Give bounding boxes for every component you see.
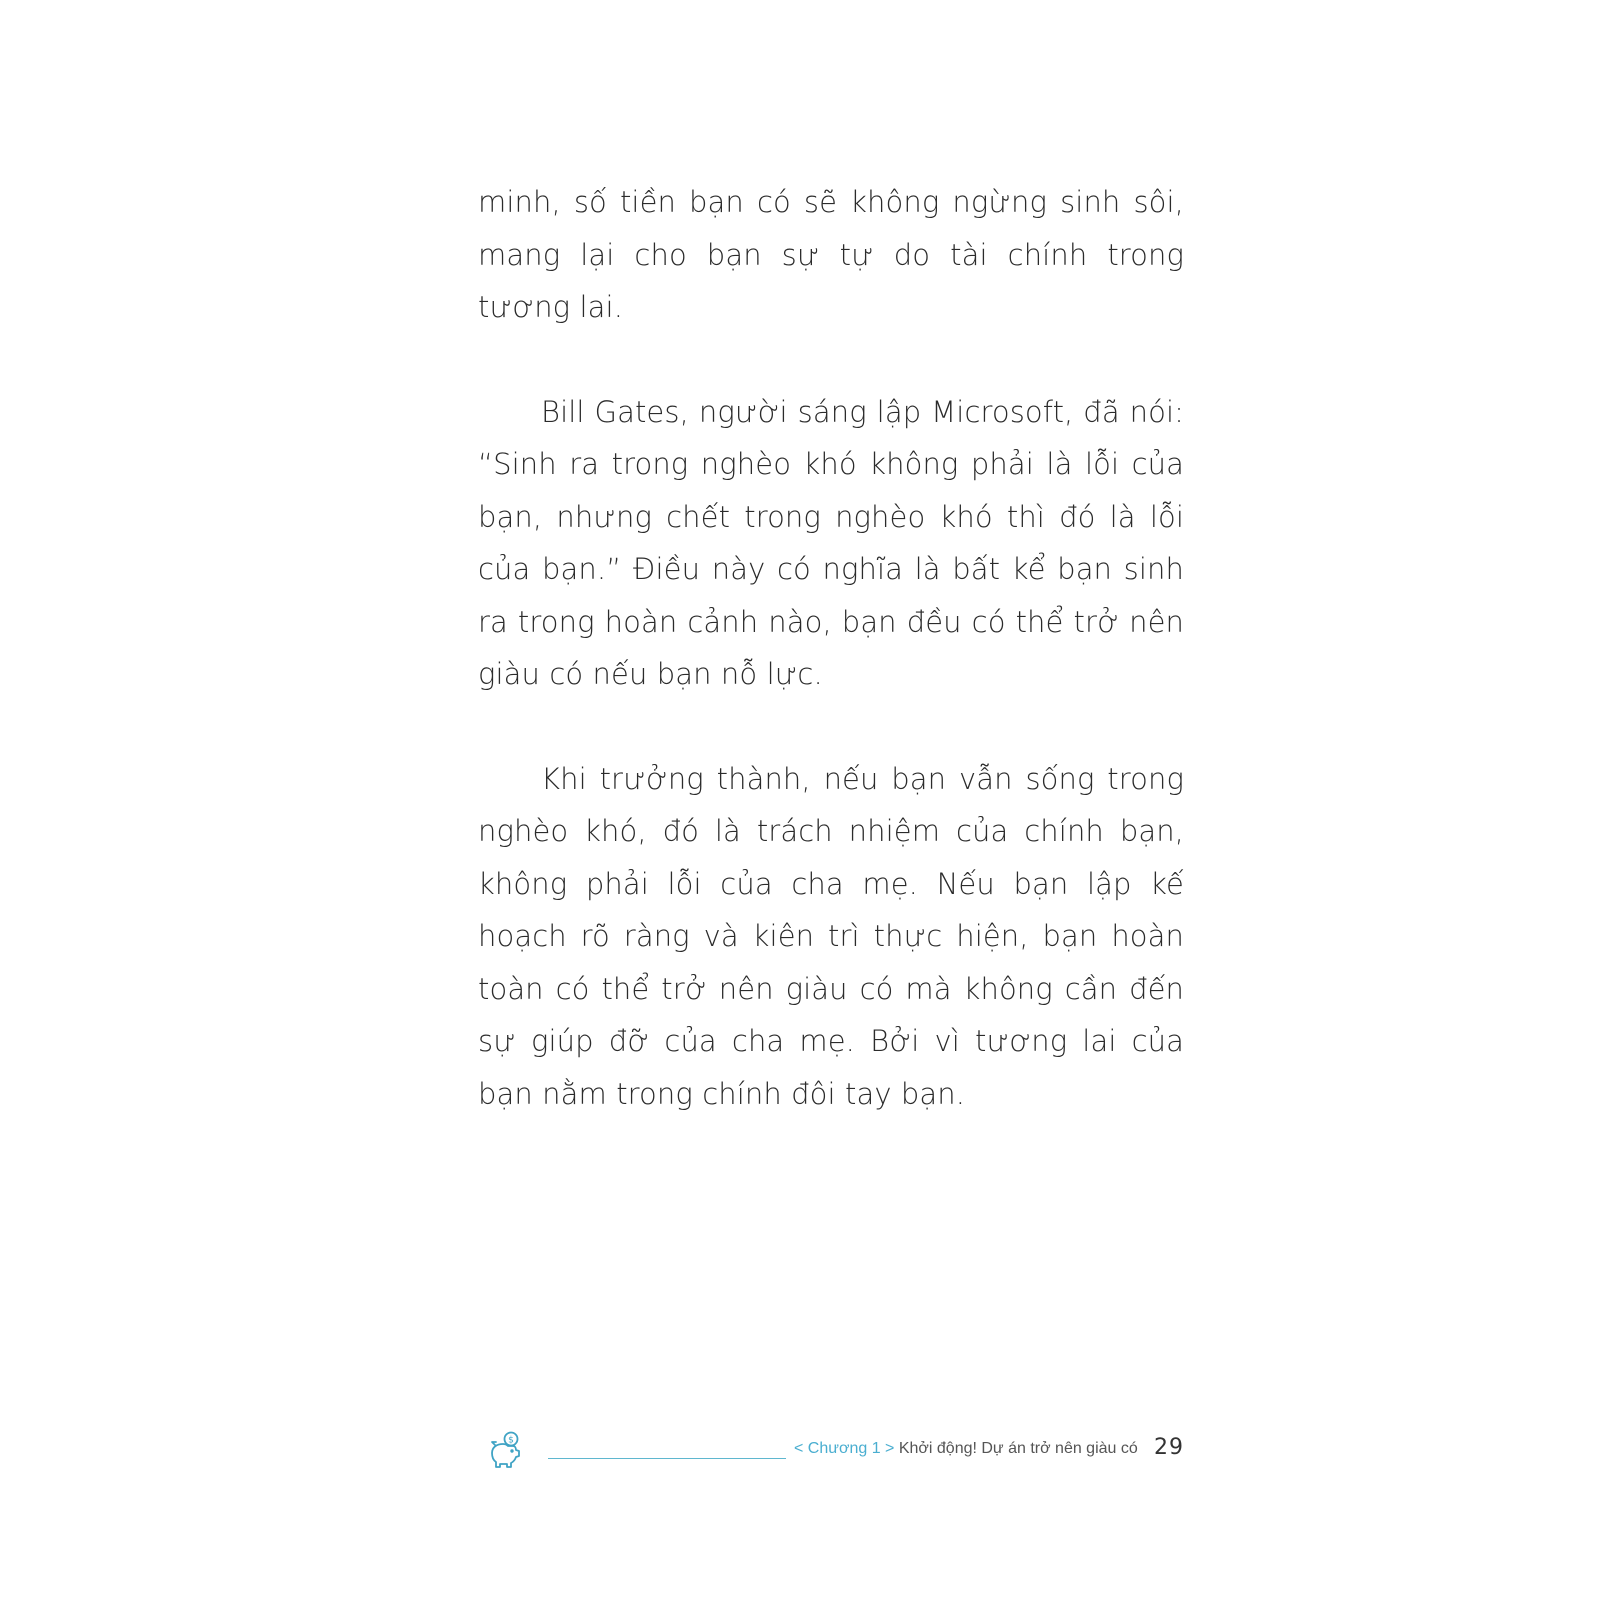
paragraph-responsibility: Khi trưởng thành, nếu bạn vẫn sống trong nghèo khó, đó là trách nhiệm của chính bạn, không phải lỗi của cha mẹ. Nếu bạn lập kế hoạch rõ ràng và kiên trì thực hiện, bạn hoàn toàn có thể trở nên giàu có mà không cần đến sự giúp đỡ của cha mẹ. Bởi vì tương lai của bạn nằm trong chính đôi tay bạn. [478, 761, 1184, 1111]
footer-divider [548, 1458, 786, 1459]
page-number: 29 [1154, 1435, 1184, 1460]
chapter-label: < Chương 1 > [794, 1440, 895, 1457]
page-footer [478, 1431, 1184, 1471]
chapter-title: Khởi động! Dự án trở nên giàu có [898, 1440, 1138, 1457]
piggy-bank-icon [486, 1431, 526, 1471]
chapter-running-head [794, 1440, 1138, 1458]
body-text [478, 176, 1184, 1120]
paragraph-bill-gates-quote: Bill Gates, người sáng lập Microsoft, đã nói: “Sinh ra trong nghèo khó không phải là lỗi của bạn, nhưng chết trong nghèo khó thì đó là lỗi của bạn.” Điều này có nghĩa là bất kể bạn sinh ra trong hoàn cảnh nào, bạn đều có thể trở nên giàu có nếu bạn nỗ lực. [478, 394, 1184, 691]
svg-text:$: $ [508, 1435, 514, 1446]
paragraph-continuation: minh, số tiền bạn có sẽ không ngừng sinh sôi, mang lại cho bạn sự tự do tài chính trong tương lai. [478, 185, 1184, 324]
